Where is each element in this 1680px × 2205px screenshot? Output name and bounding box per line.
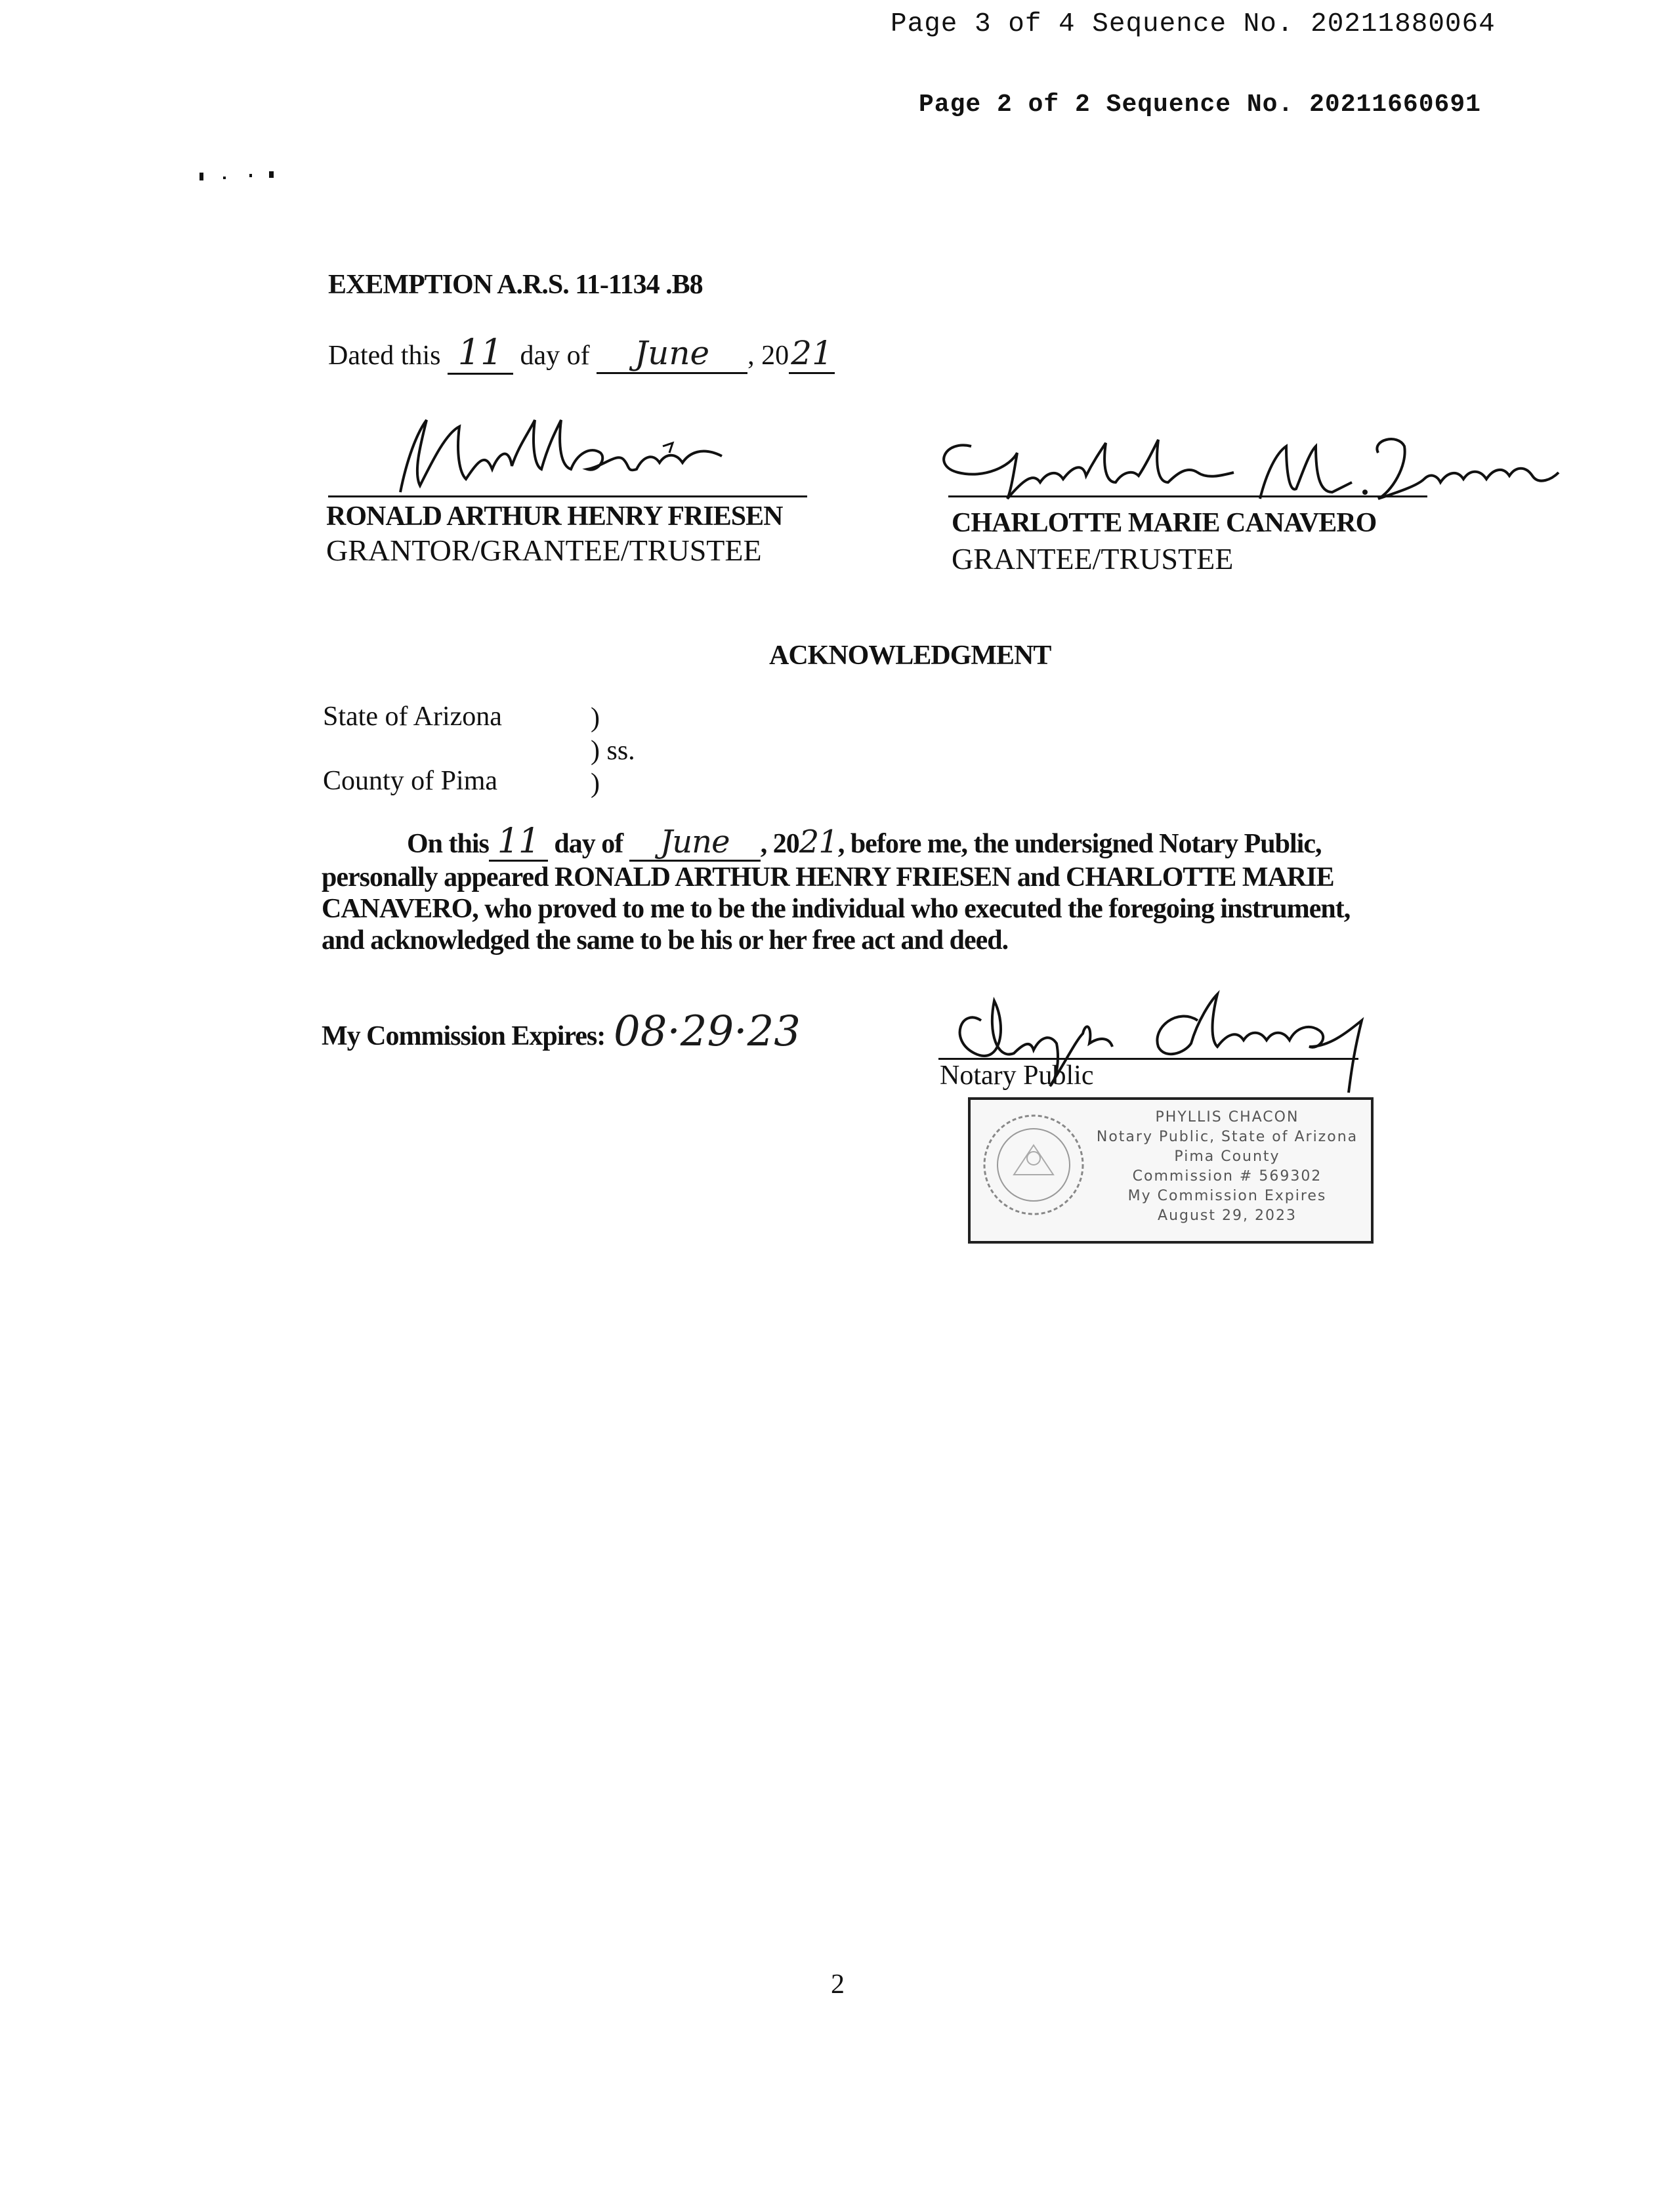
dated-year-prefix: , 20 bbox=[747, 341, 789, 371]
grantor-name: RONALD ARTHUR HENRY FRIESEN bbox=[326, 501, 783, 532]
dated-day-field bbox=[448, 331, 513, 375]
grantee-role: GRANTEE/TRUSTEE bbox=[952, 542, 1234, 576]
seal-line-commission: Commission # 569302 bbox=[1132, 1168, 1322, 1185]
notary-seal-text bbox=[1093, 1108, 1362, 1226]
dated-year-field bbox=[789, 334, 835, 374]
dated-year-handwritten: 21 bbox=[791, 334, 833, 372]
ack-month-field bbox=[629, 826, 761, 862]
ack-on-this: On this bbox=[407, 829, 489, 859]
seal-line-expires-label: My Commission Expires bbox=[1127, 1188, 1327, 1204]
seal-line-name: PHYLLIS CHACON bbox=[1155, 1109, 1299, 1125]
grantee-name: CHARLOTTE MARIE CANAVERO bbox=[952, 508, 1377, 538]
venue-county: County of Pima bbox=[323, 766, 498, 796]
venue-paren-ss: ) ss. bbox=[591, 736, 635, 766]
commission-expires-label: My Commission Expires: bbox=[322, 1021, 606, 1051]
ack-line-2: personally appeared RONALD ARTHUR HENRY FRIESEN and CHARLOTTE MARIE bbox=[322, 862, 1334, 892]
dated-month-field bbox=[597, 334, 747, 374]
dated-line bbox=[328, 331, 835, 375]
dated-prefix: Dated this bbox=[328, 341, 441, 371]
acknowledgment-paragraph bbox=[322, 822, 1372, 956]
ack-month-handwritten: June bbox=[660, 824, 730, 860]
ack-year-handwritten: 21 bbox=[799, 824, 838, 860]
header-sequence-line-1: Page 3 of 4 Sequence No. 20211880064 bbox=[891, 9, 1496, 39]
page-number: 2 bbox=[831, 1969, 845, 2000]
arizona-state-seal-icon bbox=[978, 1109, 1089, 1221]
acknowledgment-heading: ACKNOWLEDGMENT bbox=[769, 640, 1051, 671]
commission-expires-date: 08·29·23 bbox=[614, 1007, 801, 1056]
notary-public-label: Notary Public bbox=[940, 1060, 1094, 1091]
seal-line-county: Pima County bbox=[1174, 1148, 1280, 1165]
venue-state: State of Arizona bbox=[323, 702, 502, 732]
venue-paren-bottom: ) bbox=[591, 768, 600, 799]
dated-month-handwritten: June bbox=[635, 334, 710, 372]
ack-day-field bbox=[489, 822, 548, 862]
ack-line-1 bbox=[322, 822, 1372, 862]
ack-day-of: day of bbox=[554, 829, 623, 859]
ack-line-3: CANAVERO, who proved to me to be the individual who executed the foregoing instrument, bbox=[322, 894, 1351, 924]
dated-day-handwritten: 11 bbox=[457, 331, 503, 373]
header-sequence-line-2: Page 2 of 2 Sequence No. 20211660691 bbox=[919, 91, 1481, 119]
ack-line-1-rest: , before me, the undersigned Notary Public, bbox=[837, 829, 1322, 859]
dated-day-of: day of bbox=[520, 341, 590, 371]
scan-specks bbox=[197, 167, 282, 187]
exemption-citation: EXEMPTION A.R.S. 11-1134 .B8 bbox=[328, 270, 703, 300]
signature-ronald-friesen bbox=[381, 407, 788, 499]
venue-paren-top: ) bbox=[591, 703, 600, 733]
signature-line-right bbox=[948, 495, 1427, 497]
seal-line-expires-date: August 29, 2023 bbox=[1158, 1208, 1297, 1224]
signature-line-left bbox=[328, 495, 807, 497]
seal-line-title: Notary Public, State of Arizona bbox=[1096, 1129, 1358, 1145]
ack-line-4: and acknowledged the same to be his or her free act and deed. bbox=[322, 925, 1009, 956]
ack-year-prefix: , 20 bbox=[760, 829, 799, 859]
grantor-role: GRANTOR/GRANTEE/TRUSTEE bbox=[326, 534, 762, 567]
ack-day-handwritten: 11 bbox=[497, 822, 539, 861]
